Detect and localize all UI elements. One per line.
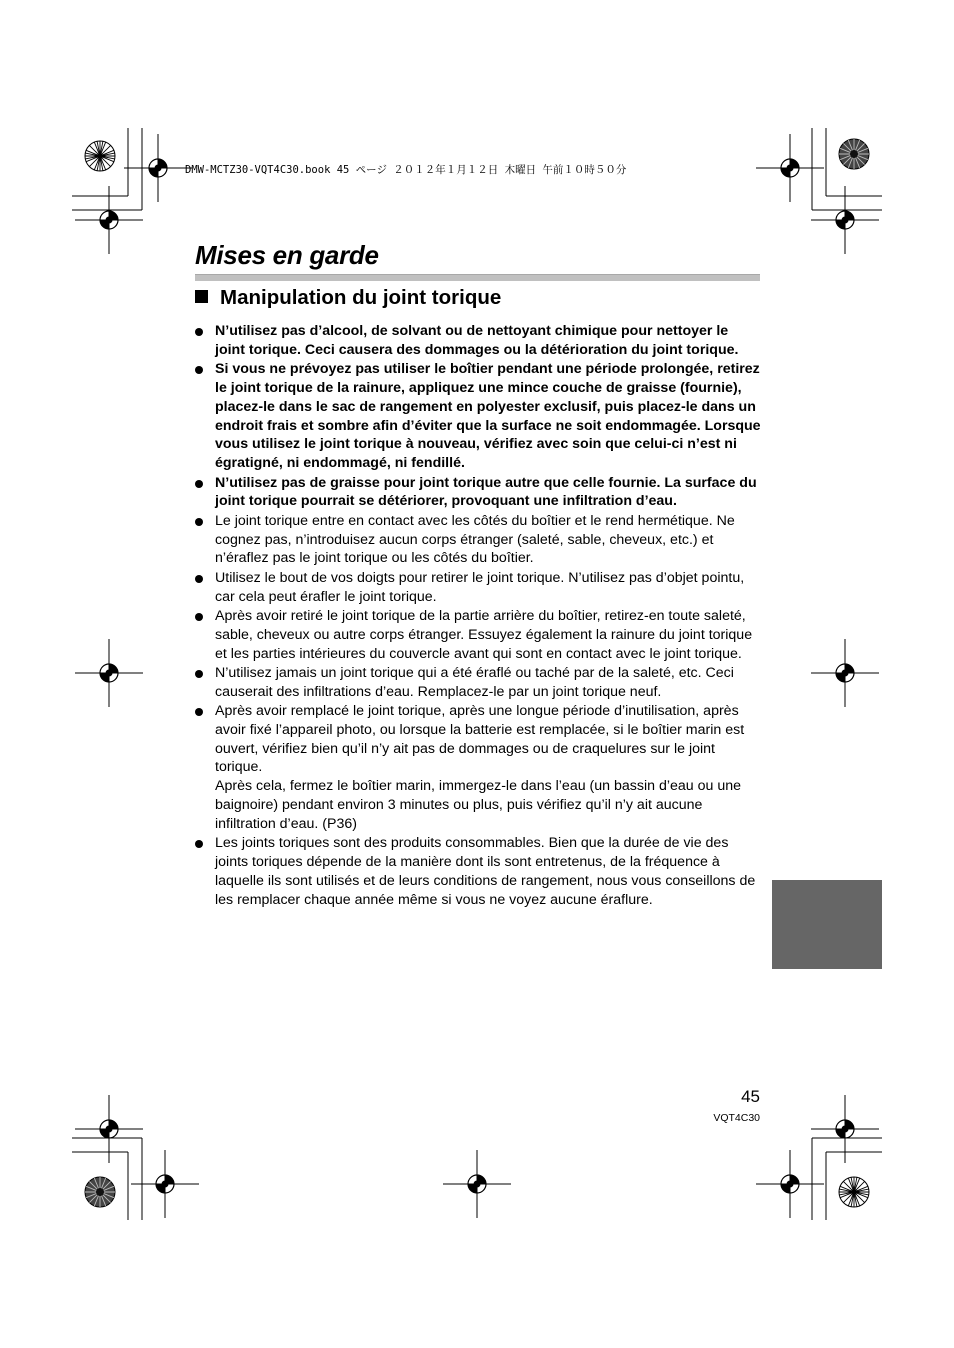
print-header: DMW-MCTZ30-VQT4C30.book 45 ページ ２０１２年１月１２日 木曜日 午前１０時５０分 xyxy=(185,164,627,176)
list-item-text: Utilisez le bout de vos doigts pour retirer le joint torique. N’utilisez pas d’objet pointu, car cela peut érafler le joint torique. xyxy=(215,569,745,605)
list-item xyxy=(195,360,761,473)
list-item-text: Après avoir remplacé le joint torique, après une longue période d’inutilisation, après avoir fixé l’appareil photo, ou lorsque la batterie est remplacée, si le boîtier marin est ouvert, vérifiez bien qu’il n’y ait pas de dommages ou de craquelures sur le joint torique. xyxy=(215,703,745,776)
side-tab xyxy=(772,880,882,969)
list-item xyxy=(195,834,761,909)
list-item-text: N’utilisez jamais un joint torique qui a été éraflé ou taché par de la saleté, etc. Ceci causerait des infiltrations d’eau. Remplacez-le par un joint torique neuf. xyxy=(215,664,734,700)
list-item xyxy=(195,664,761,702)
list-item-text: N’utilisez pas de graisse pour joint torique autre que celle fournie. La surface du joint torique pourrait se détériorer, provoquant une infiltration d’eau. xyxy=(215,474,757,510)
bullet-icon xyxy=(195,480,203,488)
bullet-icon xyxy=(195,518,203,526)
list-item xyxy=(195,702,761,834)
list-item-text: Après avoir retiré le joint torique de la partie arrière du boîtier, retirez-en toute saleté, sable, cheveux ou autre corps étranger. Essuyez également la rainure du joint torique et les parties intérieures du couvercle avant qui sont en contact avec le joint torique. xyxy=(215,607,753,662)
title-rule xyxy=(195,274,760,281)
square-bullet-icon xyxy=(195,290,208,303)
bullet-icon xyxy=(195,708,203,716)
bullet-icon xyxy=(195,840,203,848)
list-item xyxy=(195,512,761,568)
bullet-icon xyxy=(195,575,203,583)
list-item-text: Après cela, fermez le boîtier marin, immergez-le dans l’eau (un bassin d’eau ou une baignoire) pendant environ 3 minutes ou plus, puis vérifiez qu’il n’y ait aucune infiltration d’eau. (P36) xyxy=(215,778,741,832)
list-item xyxy=(195,569,761,607)
bullet-icon xyxy=(195,366,203,374)
list-item xyxy=(195,474,761,512)
bullet-icon xyxy=(195,670,203,678)
page-title: Mises en garde xyxy=(195,240,379,270)
bullet-icon xyxy=(195,613,203,621)
bullet-icon xyxy=(195,328,203,336)
list-item-text: Si vous ne prévoyez pas utiliser le boîtier pendant une période prolongée, retirez le joint torique de la rainure, appliquez une mince couche de graisse (fournie), placez-le dans le sac de rangement en polyester exclusif, puis placez-le dans un endroit frais et sombre afin d’éviter que la surface ne soit endommagée. Lorsque vous utilisez le joint torique à nouveau, vérifiez avec soin que celui-ci n’est ni égratigné, ni endommagé, ni fendillé. xyxy=(215,361,761,472)
model-code: VQT4C30 xyxy=(713,1112,760,1124)
list-item-text: Les joints toriques sont des produits consommables. Bien que la durée de vie des joints toriques dépende de la manière dont ils sont entretenus, de la fréquence à laquelle ils sont utilisés et de leurs conditions de rangement, nous vous conseillons de les remplacer chaque année même si vous ne voyez aucune éraflure. xyxy=(215,835,756,908)
list-item xyxy=(195,322,761,360)
list-item xyxy=(195,607,761,663)
section-heading xyxy=(195,286,501,310)
list-item-text: N’utilisez pas d’alcool, de solvant ou de nettoyant chimique pour nettoyer le joint torique. Ceci causera des dommages ou la détérioration du joint torique. xyxy=(215,323,739,358)
list-item-text: Le joint torique entre en contact avec les côtés du boîtier et le rend hermétique. Ne cognez pas, n’introduisez aucun corps étranger (saleté, sable, cheveux, etc.) et n’éraflez pas le joint torique ou les côtés du boîtier. xyxy=(215,512,735,567)
section-heading-text: Manipulation du joint torique xyxy=(220,286,502,309)
precautions-list xyxy=(195,322,761,910)
page-number: 45 xyxy=(741,1087,760,1106)
